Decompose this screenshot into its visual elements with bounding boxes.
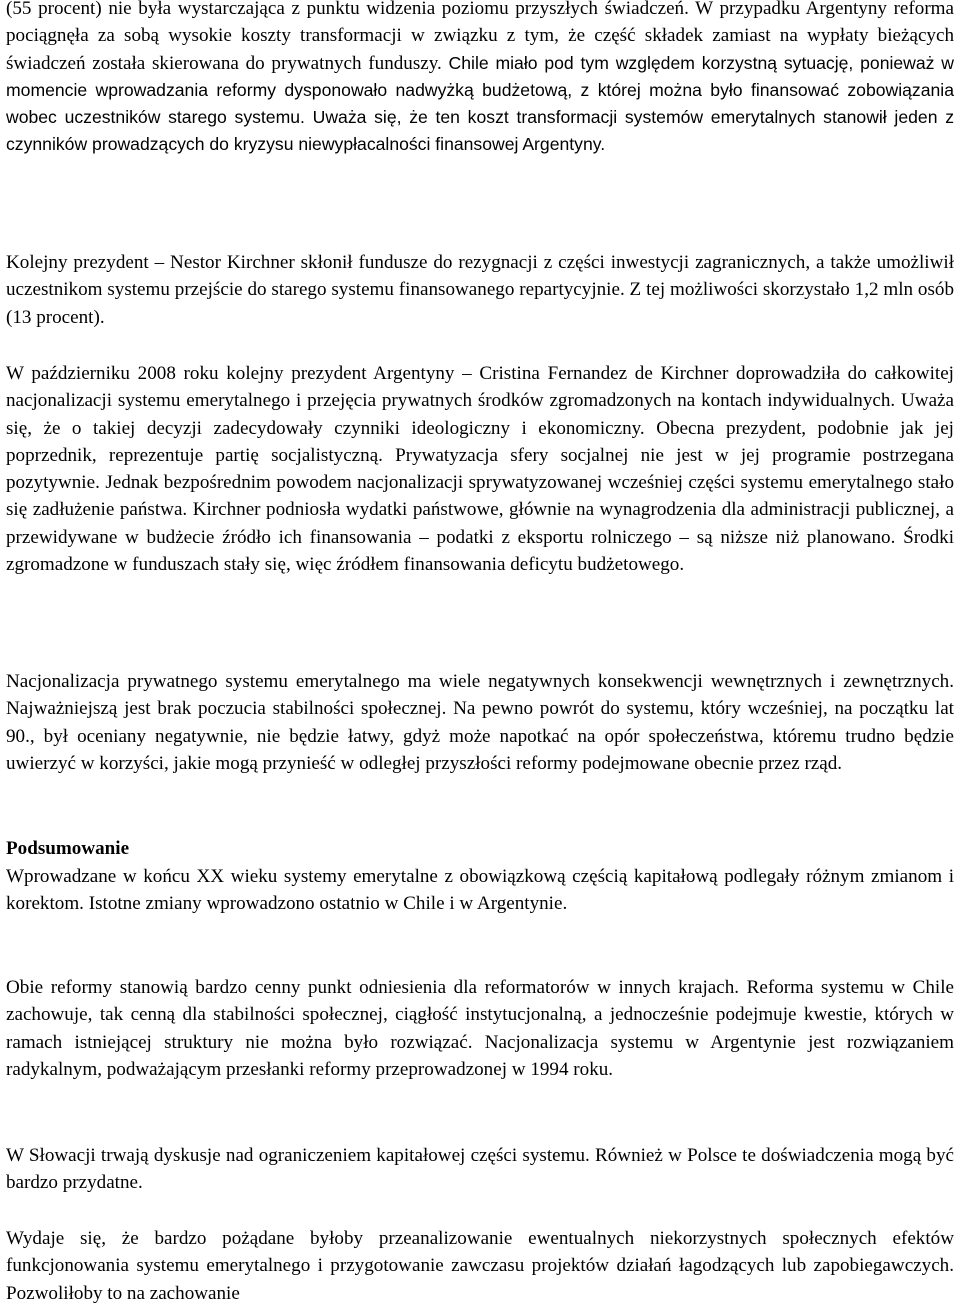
paragraph-kirchner: Kolejny prezydent – Nestor Kirchner skłonił fundusze do rezygnacji z części inwestycji zagranicznych, a także umożliwił uczestnikom systemu przejście do starego systemu finansowanego repartycyjnie. Z tej możliwości skorzystało 1,2 mln osób (13 procent). <box>6 252 954 328</box>
paragraph-consequences: Nacjonalizacja prywatnego systemu emerytalnego ma wiele negatywnych konsekwencji wewnętrznych i zewnętrznych. Najważniejszą jest brak poczucia stabilności społecznej. Na pewno powrót do systemu, który wcześniej, na początku lat 90., był oceniany negatywnie, nie będzie łatwy, gdyż może napotkać na opór społeczeństwa, któremu trudno będzie uwierzyć w korzyści, jakie mogą przynieść w odległej przyszłości reformy podejmowane obecnie przez rząd. <box>6 671 954 774</box>
paragraph-argentina-costs <box>6 0 954 159</box>
section-heading-summary: Podsumowanie <box>6 838 130 859</box>
paragraph-reforms-reference: Obie reformy stanowią bardzo cenny punkt odniesienia dla reformatorów w innych krajach. Reforma systemu w Chile zachowuje, tak cenną dla stabilności społecznej, ciągłość instytucjonalną, a jednocześnie podejmuje kwestie, których w ramach istniejącej struktury nie można było rozwiązać. Nacjonalizacja systemu w Argentynie jest rozwiązaniem radykalnym, podważającym przesłanki reformy przeprowadzonej w 1994 roku. <box>6 977 954 1080</box>
paragraph-chile-surplus: Chile miało pod tym względem korzystną sytuację, ponieważ w momencie wprowadzania reformy dysponowało nadwyżką budżetową, z której można było finansować zobowiązania wobec uczestników starego systemu. Uważa się, że ten koszt transformacji systemów emerytalnych stanowił jeden z czynników prowadzących do kryzysu niewypłacalności finansowej Argentyny. <box>6 52 954 155</box>
paragraph-argentina-costs-serif: (55 procent) nie była wystarczająca z punktu widzenia poziomu przyszłych świadczeń. W przypadku Argentyny reforma pociągnęła za sobą wysokie koszty transformacji w związku z tym, że część składek zamiast na wypłaty bieżących świadczeń została skierowana do prywatnych funduszy. <box>6 0 954 74</box>
paragraph-summary: Wprowadzane w końcu XX wieku systemy emerytalne z obowiązkową częścią kapitałową podlegały różnym zmianom i korektom. Istotne zmiany wprowadzono ostatnio w Chile i w Argentynie. <box>6 866 954 915</box>
paragraph-slovakia-poland: W Słowacji trwają dyskusje nad ograniczeniem kapitałowej części systemu. Również w Polsce te doświadczenia mogą być bardzo przydatne. <box>6 1145 954 1194</box>
paragraph-nationalization-2008: W październiku 2008 roku kolejny prezydent Argentyny – Cristina Fernandez de Kirchner doprowadziła do całkowitej nacjonalizacji systemu emerytalnego i przejęcia prywatnych środków zgromadzonych na kontach indywidualnych. Uważa się, że o takiej decyzji zadecydowały czynniki ideologiczny i ekonomiczny. Obecna prezydent, podobnie jak jej poprzednik, reprezentuje partię socjalistyczną. Prywatyzacja sfery socjalnej nie jest w jej programie postrzegana pozytywnie. Jednak bezpośrednim powodem nacjonalizacji sprywatyzowanej wcześniej części systemu emerytalnego stało się zadłużenie państwa. Kirchner podniosła wydatki państwowe, głównie na wynagrodzenia dla administracji publicznej, a przewidywane w budżecie źródło ich finansowania – podatki z eksportu rolniczego – są niższe niż planowano. Środki zgromadzone w funduszach stały się, więc źródłem finansowania deficytu budżetowego. <box>6 363 954 576</box>
paragraph-recommendation: Wydaje się, że bardzo pożądane byłoby przeanalizowanie ewentualnych niekorzystnych społecznych efektów funkcjonowania systemu emerytalnego i przygotowanie zawczasu projektów działań łagodzących lub zapobiegawczych. Pozwoliłoby to na zachowanie <box>6 1228 954 1304</box>
